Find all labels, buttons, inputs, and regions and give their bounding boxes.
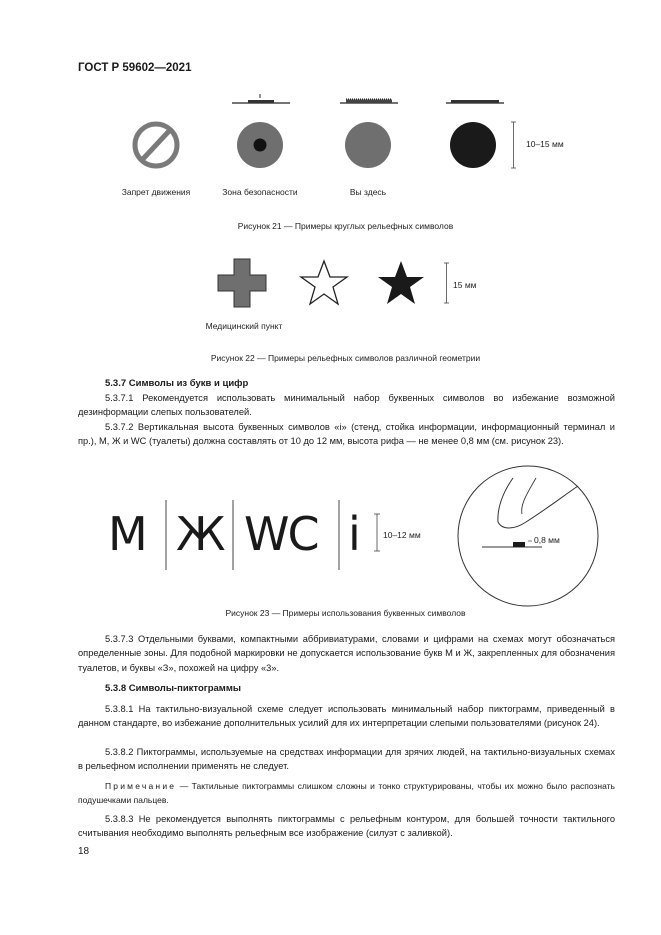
relief-profile-2 [340, 99, 398, 103]
heading-5-3-7: 5.3.7 Символы из букв и цифр [105, 378, 249, 389]
figure-21-graphics [0, 0, 661, 240]
figure-22-dimension: 15 мм [453, 280, 477, 290]
paragraph-5-3-7-3: 5.3.7.3 Отдельными буквами, компактными аббривиатурами, словами и цифрами на схемах могут обозначаться определенные зоны. Для подобной маркировки не допускается использование букв М и Ж, закрепленных для обозначения туалетов, и буквы «З», похожей на цифру «3». [78, 634, 615, 673]
medical-cross-icon [218, 259, 266, 307]
figure-23-graphics [0, 470, 661, 610]
label-you-are-here: Вы здесь [349, 187, 387, 197]
label-safety-zone: Зона безопасности [222, 187, 298, 197]
letter-zh: Ж [176, 507, 226, 561]
letters-wc: WC [244, 507, 318, 561]
relief-profile-3 [446, 100, 504, 103]
figure-23-height-dimension: 10–12 мм [383, 530, 421, 540]
heading-5-3-8: 5.3.8 Символы-пиктограммы [105, 683, 241, 694]
relief-profile-1 [232, 94, 290, 103]
paragraph-5-3-7-1: 5.3.7.1 Рекомендуется использовать минимальный набор буквенных символов во избежание возможной дезинформации слепых пользователей. [78, 393, 615, 418]
letter-m: M [108, 507, 148, 561]
safety-zone-icon [237, 122, 283, 168]
paragraph-5-3-8-3: 5.3.8.3 Не рекомендуется выполнять пиктограммы с рельефным контуром, для большей точности тактильного считывания необходимо выполнять рельефным все изображение (силуэт с заливкой). [78, 814, 615, 839]
figure-22-graphics [0, 240, 661, 320]
fingertip-detail-circle [458, 466, 598, 606]
solid-circle-icon [450, 122, 496, 168]
paragraph-5-3-8-2: 5.3.8.2 Пиктограммы, используемые на средствах информации для зрячих людей, на тактильно-визуальных схемах в рельефном исполнении применять не следует. [78, 747, 615, 772]
standard-number: ГОСТ Р 59602—2021 [78, 62, 192, 74]
label-no-entry: Запрет движения [121, 187, 191, 197]
paragraph-5-3-7-2: 5.3.7.2 Вертикальная высота буквенных символов «i» (стенд, стойка информации, информационный терминал и пр.), М, Ж и WC (туалеты) должна составлять от 10 до 12 мм, высота рифа — не менее 0,8 мм (см. рисунок 23). [78, 422, 615, 447]
paragraph-5-3-8-1: 5.3.8.1 На тактильно-визуальной схеме следует использовать минимальный набор пиктограмм, приведенный в данном стандарте, во избежание дополнительных усилий для их интерпретации слепыми пользователями (рисунок 24). [78, 704, 615, 729]
figure-22-caption: Рисунок 22 — Примеры рельефных символов различной геометрии [210, 353, 481, 363]
label-medical-point: Медицинский пункт [205, 321, 283, 331]
note [78, 780, 615, 807]
letter-i: i [348, 507, 361, 561]
figure-23-relief-dimension: 0,8 мм [534, 535, 560, 545]
star-outline-icon [301, 261, 347, 304]
figure-21-dimension: 10–15 мм [526, 139, 564, 149]
figure-21-caption: Рисунок 21 — Примеры круглых рельефных символов [237, 221, 454, 231]
star-filled-icon [378, 261, 424, 304]
note-label: Примечание [105, 781, 177, 791]
page-number: 18 [78, 846, 90, 857]
dimension-10-15-mm [511, 122, 516, 168]
no-entry-circle-icon [135, 124, 177, 166]
figure-23-caption: Рисунок 23 — Примеры использования буквенных символов [225, 608, 466, 618]
dimension-15-mm [444, 263, 449, 303]
note-text: — Тактильные пиктограммы слишком сложны и тонко структурированы, чтобы их можно было распознать подушечками пальцев. [78, 781, 615, 805]
you-are-here-icon [345, 122, 391, 168]
dimension-10-12-mm [374, 514, 380, 551]
